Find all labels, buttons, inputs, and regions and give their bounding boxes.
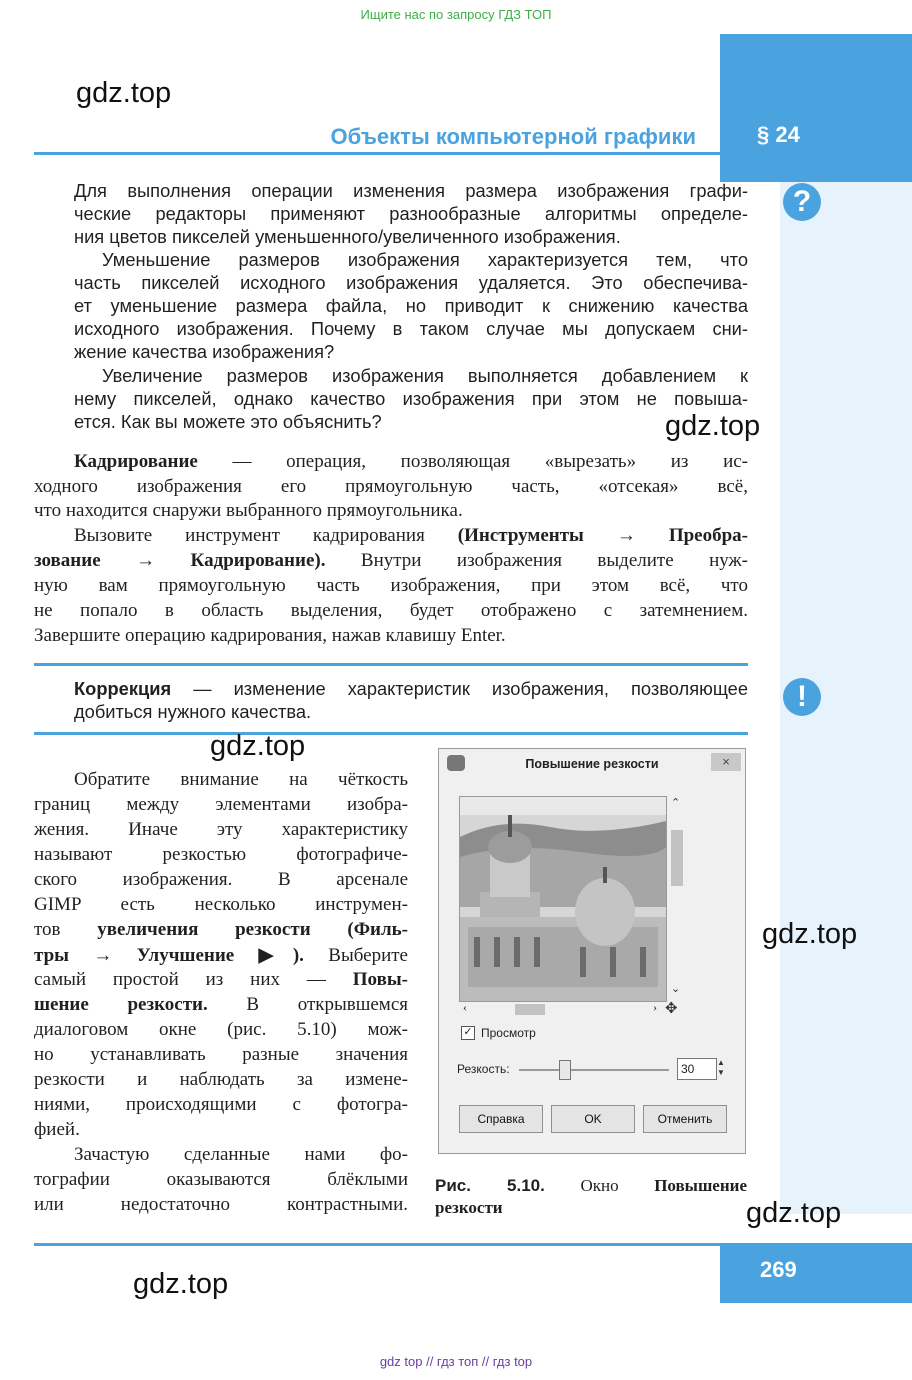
text-line: шение резкости. В открывшемся: [34, 994, 408, 1015]
text-line: тографии оказываются блёклыми: [34, 1169, 408, 1190]
text-line: часть пикселей исходного изображения удаляется. Это обеспечива-: [74, 272, 748, 293]
text-line: жения. Иначе эту характеристику: [34, 819, 408, 840]
ok-button[interactable]: OK: [551, 1105, 635, 1133]
text-line: ского изображения. В арсенале: [34, 869, 408, 890]
cancel-button[interactable]: Отменить: [643, 1105, 727, 1133]
text-line: ниями, происходящими с фотогра-: [34, 1094, 408, 1115]
text-line: ходного изображения его прямоугольную часть, «отсекая» всё,: [34, 476, 748, 497]
watermark: gdz.top: [133, 1268, 229, 1300]
horizontal-scrollbar[interactable]: [459, 1002, 665, 1016]
sharpen-dialog: [438, 748, 746, 1154]
spin-arrows-icon[interactable]: ▲ ▼: [717, 1058, 725, 1077]
help-button[interactable]: Справка: [459, 1105, 543, 1133]
text-line: Увеличение размеров изображения выполняется добавлением к: [102, 365, 748, 386]
text-line: жение качества изображения?: [74, 341, 335, 362]
page-number: 269: [760, 1257, 797, 1282]
watermark: gdz.top: [746, 1197, 842, 1229]
hscroll-thumb[interactable]: [515, 1004, 545, 1015]
text-line: границ между элементами изобра-: [34, 794, 408, 815]
text-line: ную вам прямоугольную часть изображения, при этом всё, что: [34, 575, 748, 596]
text-line: зование → Кадрирование). Внутри изображения выделите нуж-: [34, 550, 748, 571]
preview-checkbox[interactable]: ✓: [461, 1026, 475, 1040]
text-line: ется. Как вы можете это объяснить?: [74, 411, 382, 432]
term-correction: Коррекция: [74, 678, 172, 699]
exclamation-icon: !: [783, 678, 821, 716]
sharpness-label: Резкость:: [457, 1062, 510, 1076]
header-rule: [34, 152, 720, 155]
footer-rule: [34, 1243, 720, 1246]
sharpness-slider[interactable]: [519, 1069, 669, 1071]
text-line: Для выполнения операции изменения размера изображения графи-: [74, 180, 748, 201]
sharpness-input[interactable]: 30: [677, 1058, 717, 1080]
text-line: исходного изображения. Почему в таком случае мы допускаем сни-: [74, 318, 748, 339]
text-line: Обратите внимание на чёткость: [74, 769, 408, 790]
preview-image: [459, 796, 667, 1002]
text-line: GIMP есть несколько инструмен-: [34, 894, 408, 915]
text-line: Кадрирование — операция, позволяющая «вырезать» из ис-: [74, 451, 748, 472]
page-number-block: [720, 1243, 912, 1303]
text-line: что находится снаружи выбранного прямоугольника.: [34, 500, 463, 521]
watermark: gdz.top: [210, 730, 306, 762]
dialog-title: Повышение резкости: [525, 757, 659, 771]
text-line: называют резкостью фотографиче-: [34, 844, 408, 865]
vertical-scrollbar[interactable]: [669, 796, 683, 1000]
text-line: нему пикселей, однако качество изображения при этом не повыша-: [74, 388, 748, 409]
text-line: резкости и наблюдать за измене-: [34, 1069, 408, 1090]
text-line: не попало в область выделения, будет отображено с затемнением.: [34, 600, 748, 621]
text-line: самый простой из них — Повы-: [34, 969, 408, 990]
definition-rule-top: [34, 663, 748, 666]
sharpness-slider-thumb[interactable]: [559, 1060, 571, 1080]
church-photo-illustration: [460, 797, 666, 1001]
text-line: Уменьшение размеров изображения характеризуется тем, что: [102, 249, 748, 270]
top-banner: Ищите нас по запросу ГДЗ ТОП: [360, 7, 552, 22]
scroll-right-icon[interactable]: ›: [653, 1000, 657, 1014]
text-line: Коррекция — изменение характеристик изображения, позволяющее: [74, 678, 748, 699]
scroll-up-icon[interactable]: ⌃: [671, 797, 681, 809]
header-color-block: [720, 34, 912, 182]
section-number: § 24: [757, 122, 800, 147]
text-line: или недостаточно контрастными.: [34, 1194, 408, 1215]
text-line: добиться нужного качества.: [74, 701, 312, 722]
question-icon: ?: [783, 183, 821, 221]
text-line: но устанавливать разные значения: [34, 1044, 408, 1065]
text-line: Зачастую сделанные нами фо-: [74, 1144, 408, 1165]
watermark: gdz.top: [665, 410, 761, 442]
text-line: Завершите операцию кадрирования, нажав клавишу Enter.: [34, 625, 506, 646]
close-button[interactable]: ×: [711, 753, 741, 771]
watermark: gdz.top: [76, 77, 172, 109]
text-line: тры → Улучшение ▶). Выберите: [34, 945, 408, 966]
scroll-down-icon[interactable]: ⌄: [671, 983, 681, 995]
text-line: ет уменьшение размера файла, но приводит к снижению качества: [74, 295, 748, 316]
watermark: gdz.top: [762, 918, 858, 950]
term-crop: Кадрирование: [74, 451, 198, 472]
navigate-icon[interactable]: ✥: [665, 1001, 678, 1017]
text-line: ния цветов пикселей уменьшенного/увеличенного изображения.: [74, 226, 621, 247]
bottom-banner: gdz top // гдз топ // гдз top: [379, 1354, 533, 1369]
text-line: фией.: [34, 1119, 80, 1140]
definition-rule-bottom: [34, 732, 748, 735]
scroll-thumb[interactable]: [671, 830, 683, 886]
text-line: Вызовите инструмент кадрирования (Инструменты → Преобра-: [74, 525, 748, 546]
scroll-left-icon[interactable]: ‹: [463, 1000, 467, 1014]
text-line: тов увеличения резкости (Филь-: [34, 919, 408, 940]
preview-label: Просмотр: [481, 1026, 536, 1040]
text-line: ческие редакторы применяют разнообразные алгоритмы определе-: [74, 203, 748, 224]
text-line: диалоговом окне (рис. 5.10) мож-: [34, 1019, 408, 1040]
chapter-title: Объекты компьютерной графики: [330, 124, 696, 149]
